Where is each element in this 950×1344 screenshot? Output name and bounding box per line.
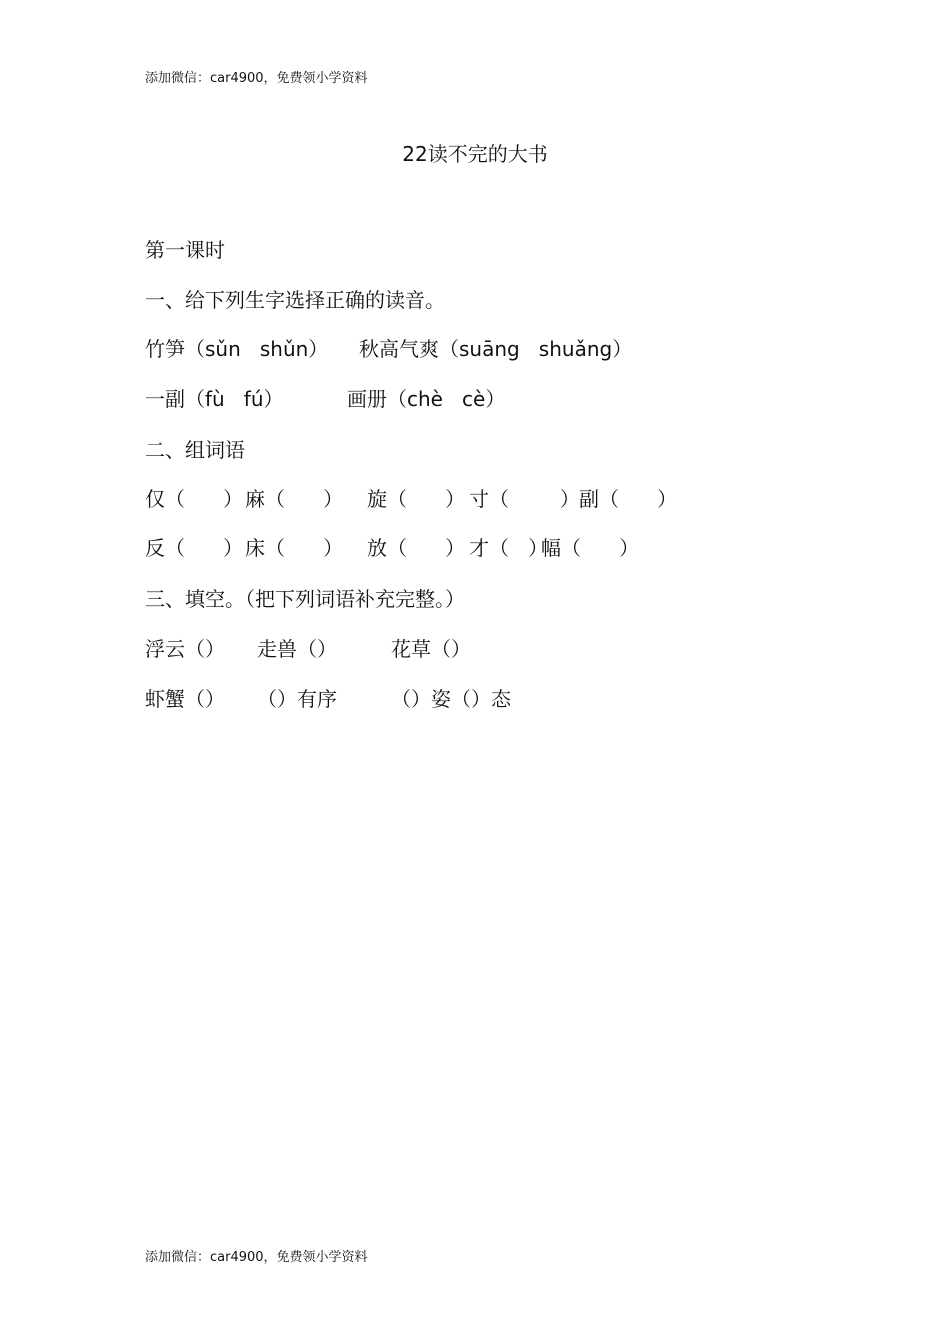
section2-row2: [145, 534, 845, 562]
word-blank: 旋（ ）: [367, 487, 466, 511]
section3-row1: [145, 635, 845, 663]
word-blank: 放（ ）: [367, 536, 466, 560]
section2-heading: 二、组词语: [145, 438, 245, 462]
section1-row2: [145, 385, 845, 413]
page-footer-note: 添加微信：car4900，免费领小学资料: [145, 1250, 368, 1265]
pinyin-item: 秋高气爽（suāng shuǎng）: [359, 337, 633, 361]
word-blank: 副（ ）: [579, 487, 678, 511]
section3-heading: 三、填空。（把下列词语补充完整。）: [145, 587, 465, 611]
idiom-blank: （）姿（）态: [391, 687, 511, 711]
lesson-label: 第一课时: [145, 238, 225, 262]
idiom-blank: 花草（）: [391, 637, 471, 661]
word-blank: 仅（ ）: [145, 487, 244, 511]
section1-heading: 一、给下列生字选择正确的读音。: [145, 288, 445, 312]
document-title: 22读不完的大书: [402, 142, 548, 166]
word-blank: 反（ ）: [145, 536, 244, 560]
word-blank: 床（ ）: [245, 536, 344, 560]
idiom-blank: 虾蟹（）: [145, 687, 225, 711]
idiom-blank: （）有序: [257, 687, 337, 711]
page-header-note: 添加微信：car4900，免费领小学资料: [145, 71, 368, 86]
word-blank: 幅（ ）: [541, 536, 640, 560]
word-blank: 寸（ ）: [469, 487, 580, 511]
section1-row1: [145, 335, 845, 363]
pinyin-item: 竹笋（sǔn shǔn）: [145, 337, 329, 361]
idiom-blank: 浮云（）: [145, 637, 225, 661]
pinyin-item: 一副（fù fú）: [145, 387, 284, 411]
idiom-blank: 走兽（）: [257, 637, 337, 661]
word-blank: 麻（ ）: [245, 487, 344, 511]
section2-row1: [145, 485, 845, 513]
pinyin-item: 画册（chè cè）: [347, 387, 506, 411]
section3-row2: [145, 685, 845, 713]
word-blank: 才（ ）: [469, 536, 549, 560]
